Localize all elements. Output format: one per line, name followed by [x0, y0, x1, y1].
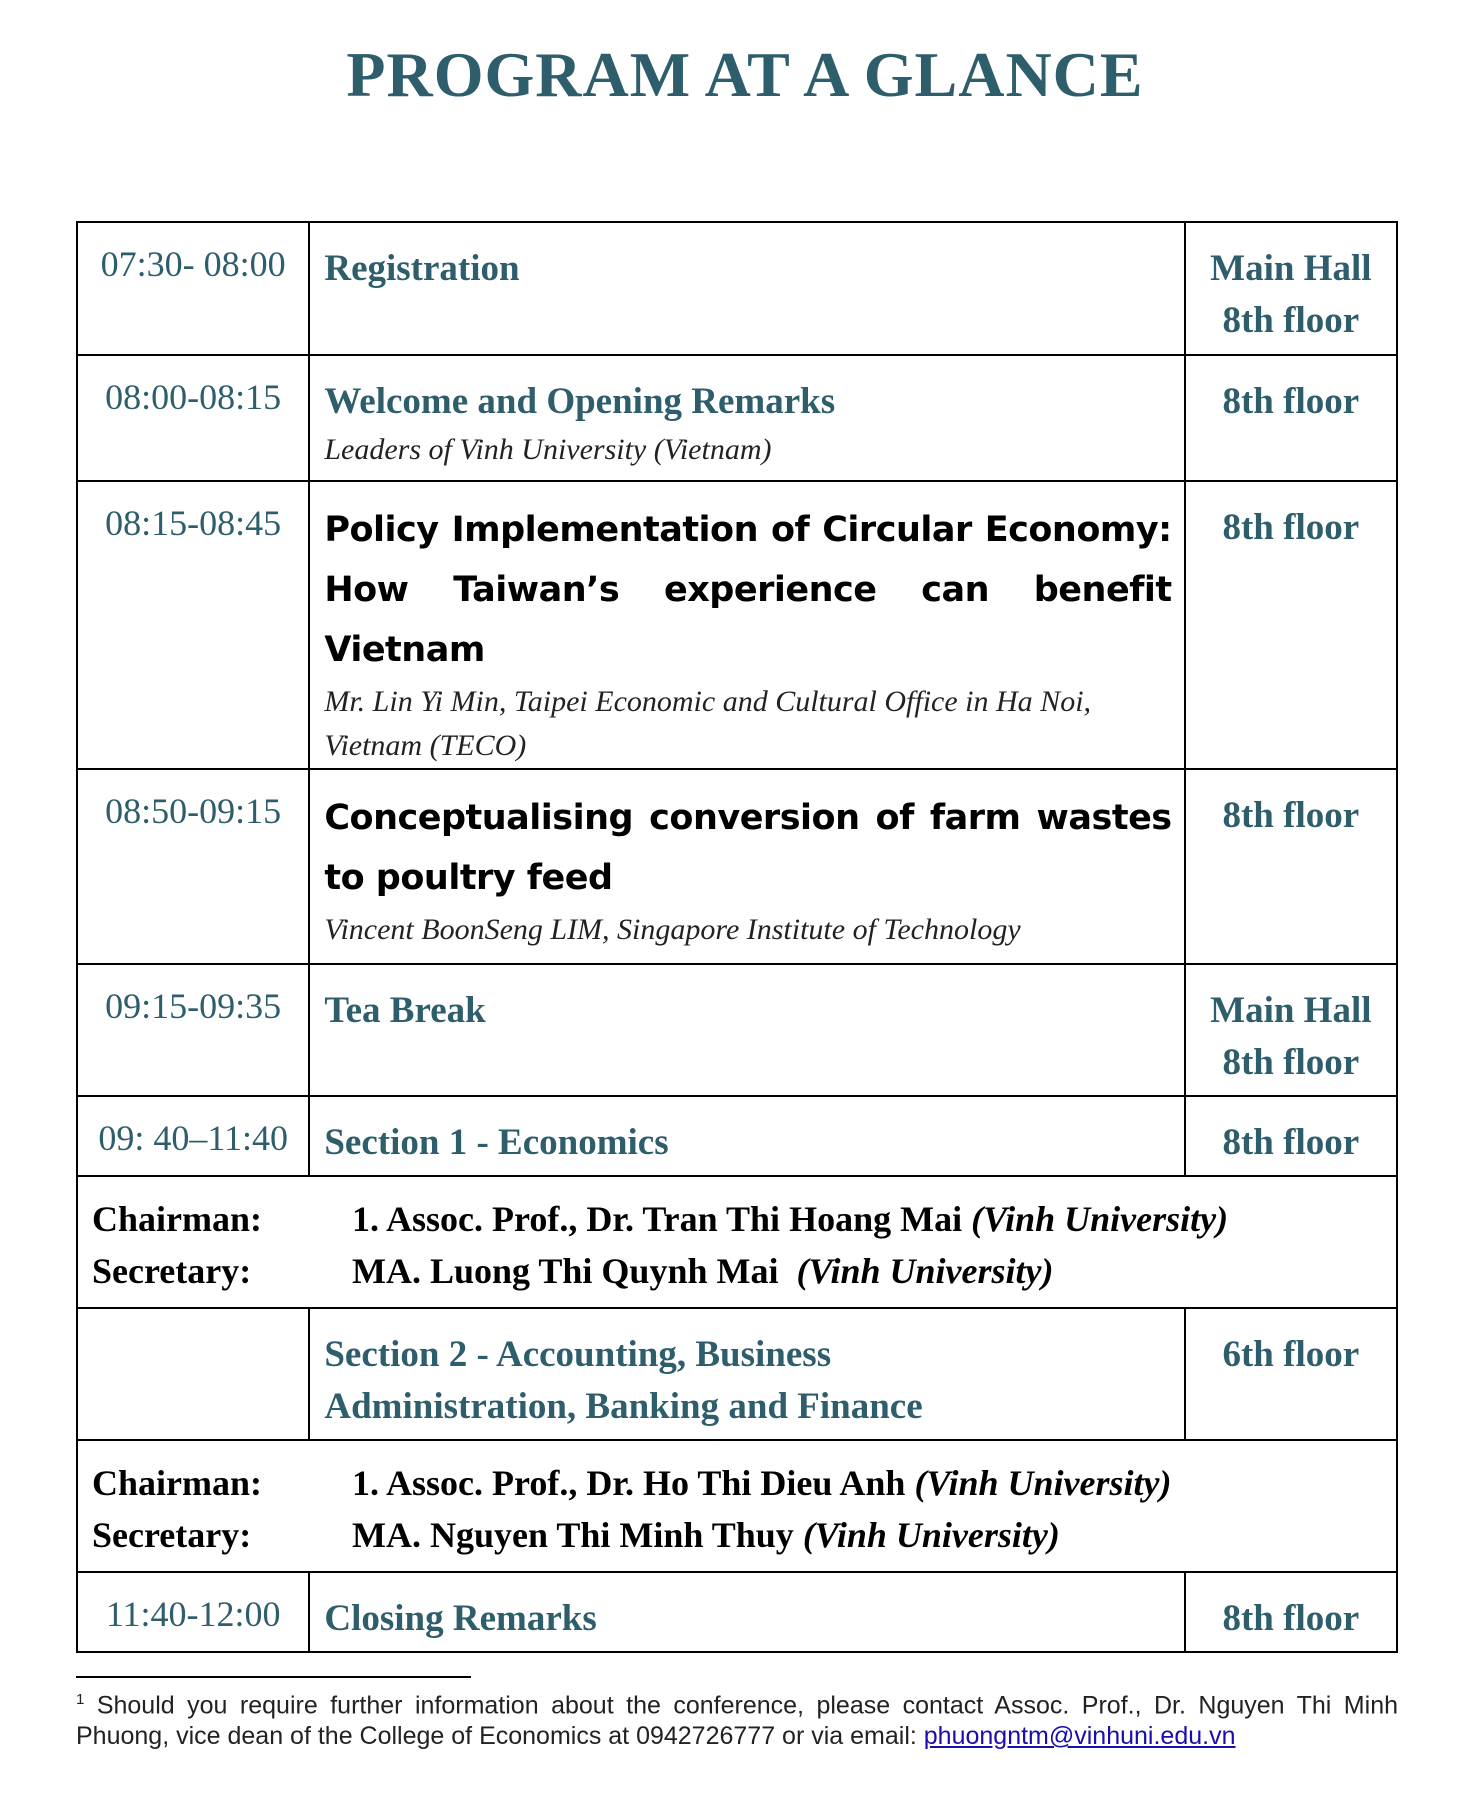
secretary-label: Secretary: — [92, 1251, 252, 1291]
secretary-value — [352, 1509, 1382, 1561]
event-cell: Closing Remarks — [309, 1572, 1184, 1652]
time-cell: 08:00-08:15 — [77, 355, 309, 481]
event-cell — [309, 1308, 1184, 1440]
table-row — [77, 355, 1397, 481]
event-cell — [309, 355, 1184, 481]
table-row — [77, 222, 1397, 355]
chairman-label: Chairman: — [92, 1463, 262, 1503]
page-title: PROGRAM AT A GLANCE — [346, 39, 1144, 110]
chairman-name: 1. Assoc. Prof., Dr. Ho Thi Dieu Anh — [352, 1463, 906, 1503]
event-cell — [309, 769, 1184, 964]
location-cell: 8th floor — [1185, 1572, 1397, 1652]
chairman-value — [352, 1457, 1382, 1509]
chairman-affiliation: (Vinh University) — [971, 1199, 1229, 1239]
event-cell: Tea Break — [309, 964, 1184, 1096]
table-row — [77, 1572, 1397, 1652]
chairman-value — [352, 1193, 1382, 1245]
event-cell: Section 1 - Economics — [309, 1096, 1184, 1176]
chairman-name: 1. Assoc. Prof., Dr. Tran Thi Hoang Mai — [352, 1199, 963, 1239]
chair-cell — [77, 1176, 1397, 1308]
event-cell: Registration — [309, 222, 1184, 355]
footnote — [76, 1684, 1398, 1752]
location-line: Main Hall — [1210, 990, 1372, 1031]
location-cell: 8th floor — [1185, 1096, 1397, 1176]
location-cell: 8th floor — [1185, 769, 1397, 964]
speaker-text: Mr. Lin Yi Min, Taipei Economic and Cultural Office in Ha Noi, Vietnam (TECO) — [324, 685, 1092, 762]
secretary-label: Secretary: — [92, 1515, 252, 1555]
time-cell: 11:40-12:00 — [77, 1572, 309, 1652]
event-title: Welcome and Opening Remarks — [324, 381, 836, 422]
program-table — [76, 221, 1398, 1653]
event-title-line: Administration, Banking and Finance — [324, 1386, 923, 1427]
event-title-line: Section 2 - Accounting, Business — [324, 1334, 832, 1375]
location-cell: 8th floor — [1185, 355, 1397, 481]
secretary-value — [352, 1245, 1382, 1297]
location-line: 8th floor — [1222, 300, 1360, 341]
footnote-divider — [76, 1676, 471, 1678]
speaker-text: Vincent BoonSeng LIM, Singapore Institute of Technology — [324, 913, 1021, 946]
secretary-name: MA. Nguyen Thi Minh Thuy — [352, 1515, 794, 1555]
secretary-affiliation: (Vinh University) — [802, 1515, 1060, 1555]
location-cell: 8th floor — [1185, 481, 1397, 769]
table-row — [77, 1096, 1397, 1176]
time-cell: 09: 40–11:40 — [77, 1096, 309, 1176]
speaker-text: Leaders of Vinh University (Vietnam) — [324, 433, 772, 466]
time-cell: 08:15-08:45 — [77, 481, 309, 769]
table-row — [77, 1176, 1397, 1308]
table-row — [77, 769, 1397, 964]
time-cell: 07:30- 08:00 — [77, 222, 309, 355]
secretary-affiliation: (Vinh University) — [796, 1251, 1054, 1291]
chairman-label: Chairman: — [92, 1199, 262, 1239]
footnote-text: Should you require further information about the conference, please contact Assoc. Prof., Dr. Nguyen Thi Minh Phuong, vice dean of the College of Economics at 0942726777 or via email: — [76, 1691, 1398, 1751]
secretary-name: MA. Luong Thi Quynh Mai — [352, 1251, 779, 1291]
footnote-marker: 1 — [76, 1691, 85, 1708]
time-cell — [77, 1308, 309, 1440]
location-line: Main Hall — [1210, 248, 1372, 289]
location-cell — [1185, 964, 1397, 1096]
chairman-affiliation: (Vinh University) — [914, 1463, 1172, 1503]
time-cell: 08:50-09:15 — [77, 769, 309, 964]
chair-cell — [77, 1440, 1397, 1572]
time-cell: 09:15-09:35 — [77, 964, 309, 1096]
location-cell: 6th floor — [1185, 1308, 1397, 1440]
table-row — [77, 1440, 1397, 1572]
event-cell — [309, 481, 1184, 769]
table-row — [77, 481, 1397, 769]
contact-email-link[interactable]: phuongntm@vinhuni.edu.vn — [923, 1722, 1236, 1751]
table-row — [77, 1308, 1397, 1440]
location-cell — [1185, 222, 1397, 355]
table-row — [77, 964, 1397, 1096]
talk-title: Policy Implementation of Circular Economy: How Taiwan’s experience can benefit Vietnam — [324, 510, 1172, 670]
talk-title: Conceptualising conversion of farm wastes to poultry feed — [324, 798, 1172, 898]
location-line: 8th floor — [1222, 1042, 1360, 1083]
